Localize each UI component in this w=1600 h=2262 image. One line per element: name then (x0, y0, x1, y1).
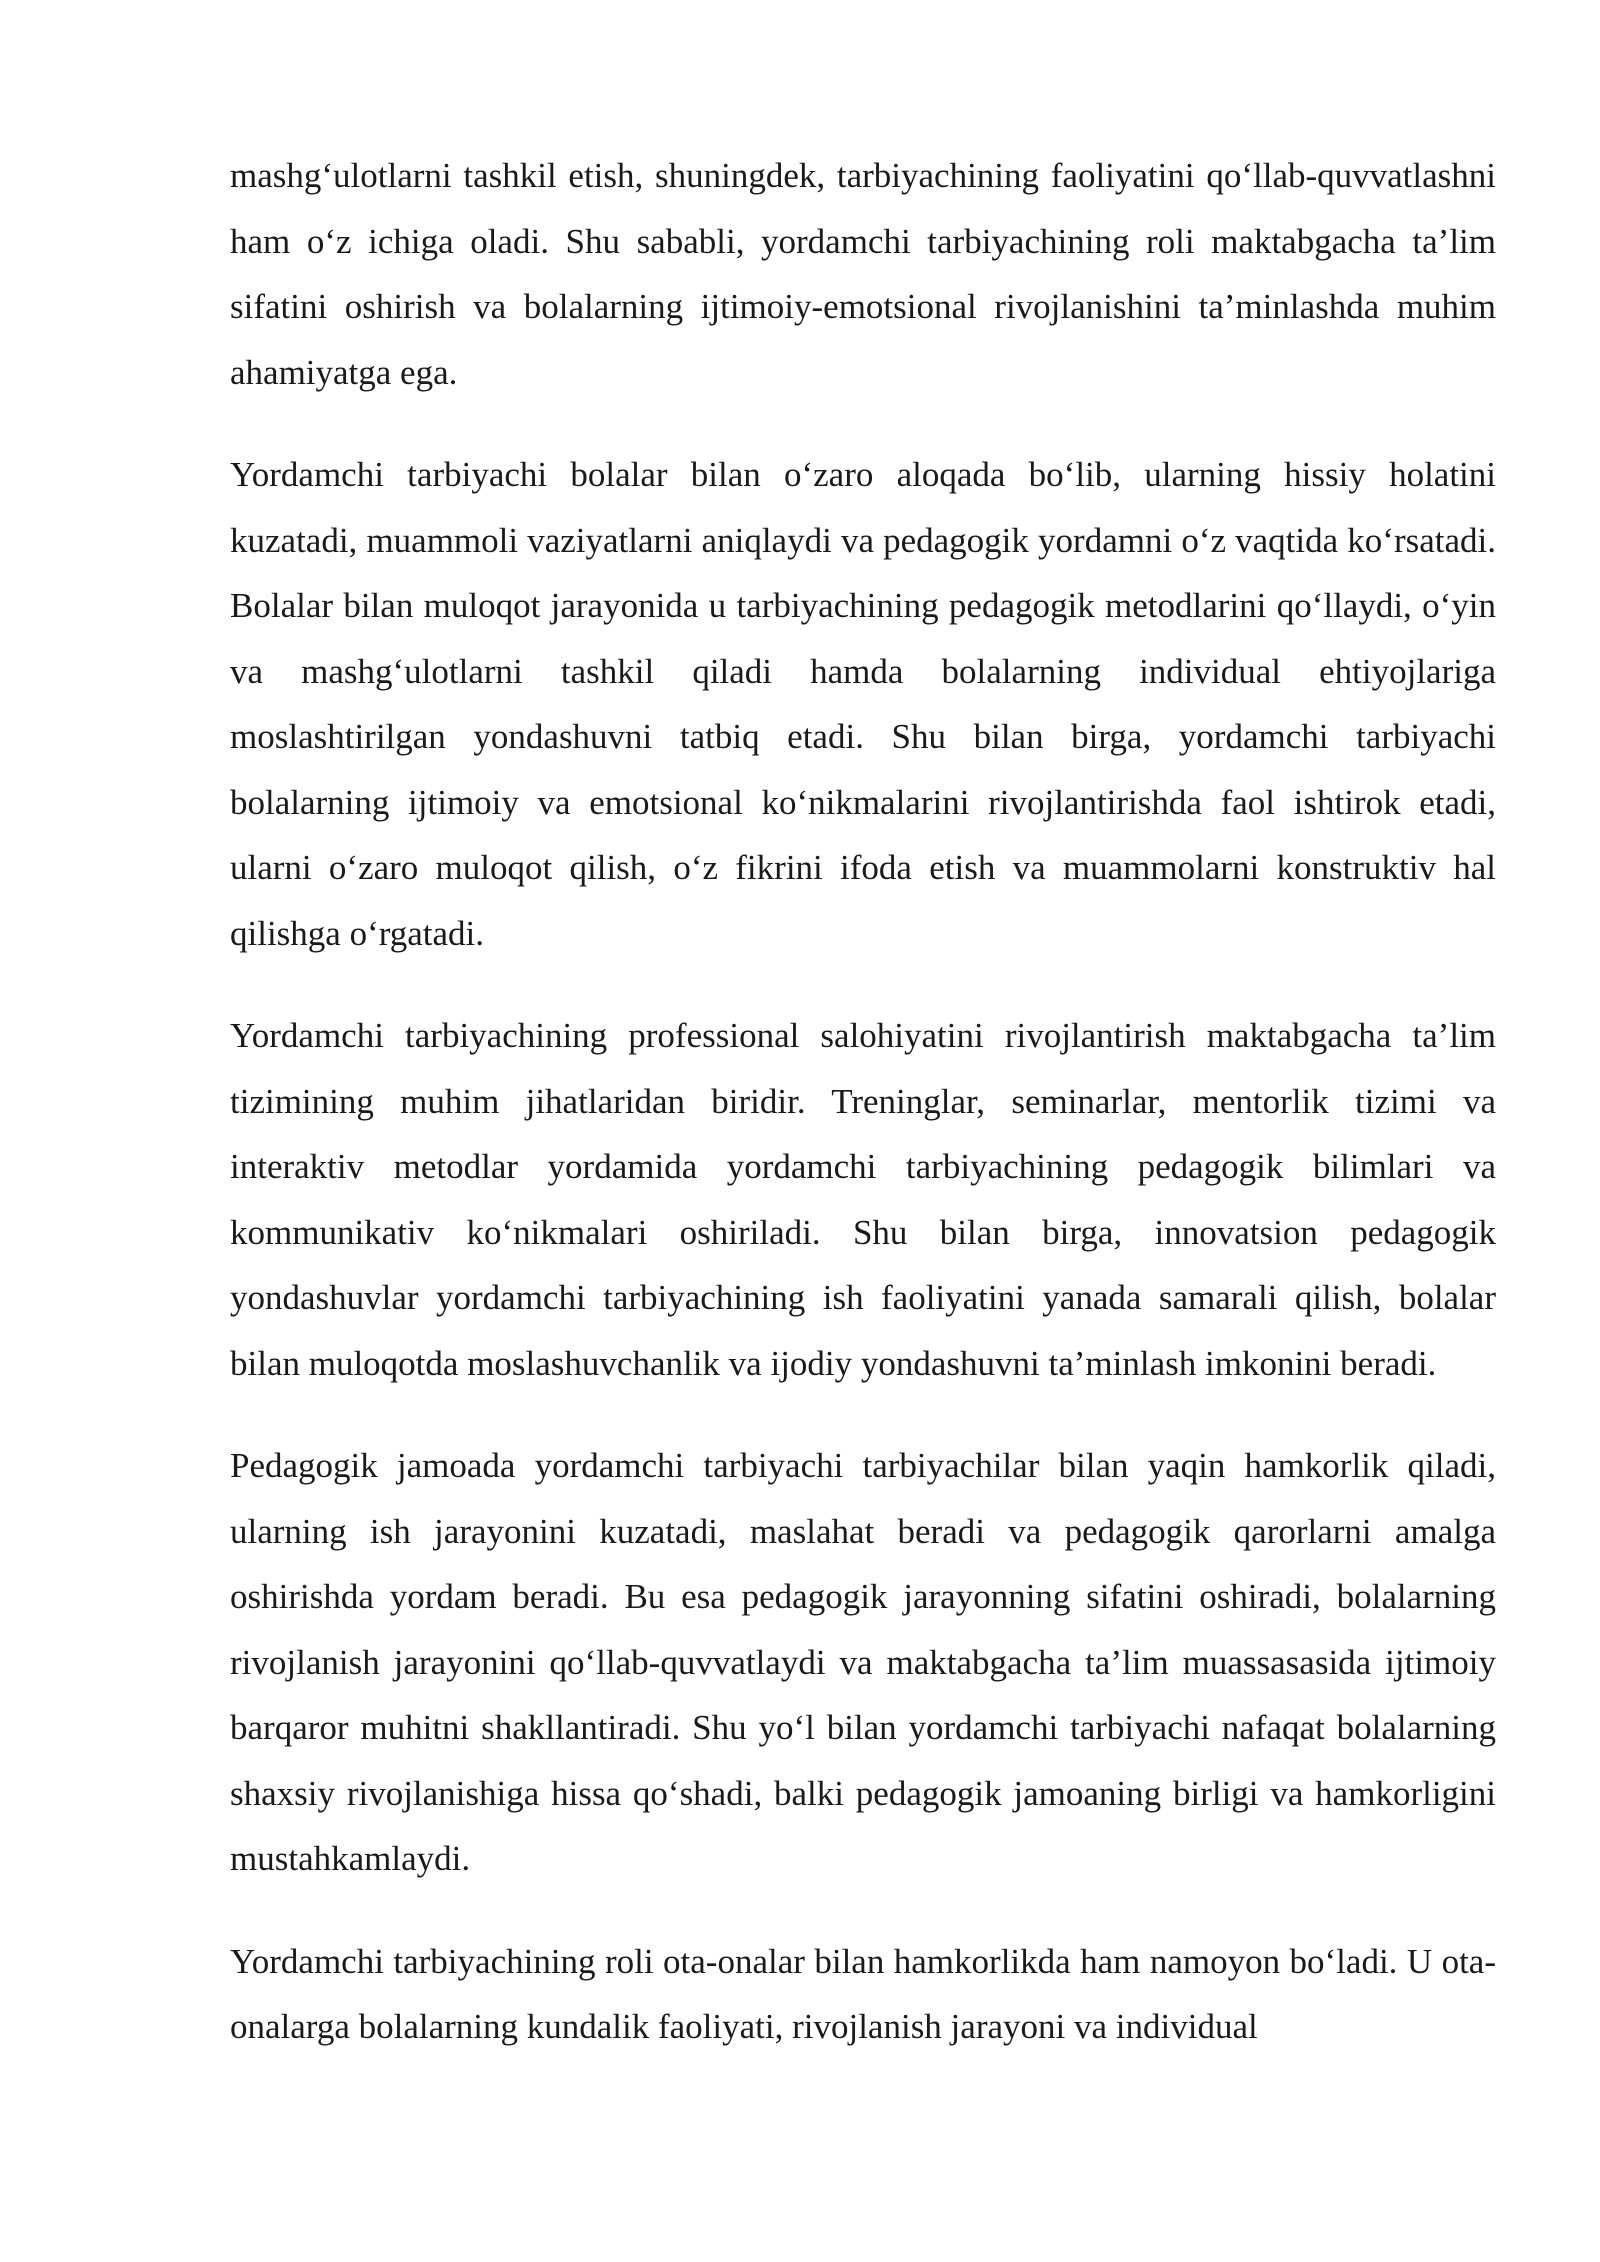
paragraph-4: Pedagogik jamoada yordamchi tarbiyachi tarbiyachilar bilan yaqin hamkorlik qiladi, ularning ish jarayonini kuzatadi, maslahat beradi va pedagogik qarorlarni amalga oshirishda yordam beradi. Bu esa pedagogik jarayonning sifatini oshiradi, bolalarning rivojlanish jarayonini qo‘llab-quvvatlaydi va maktabgacha ta’lim muassasasida ijtimoiy barqaror muhitni shakllantiradi. Shu yo‘l bilan yordamchi tarbiyachi nafaqat bolalarning shaxsiy rivojlanishiga hissa qo‘shadi, balki pedagogik jamoaning birligi va hamkorligini mustahkamlaydi. (230, 1446, 1496, 1878)
body-text (230, 143, 1496, 2097)
paragraph-5: Yordamchi tarbiyachining roli ota-onalar bilan hamkorlikda ham namoyon bo‘ladi. U ota-onalarga bolalarning kundalik faoliyati, rivojlanish jarayoni va individual (230, 1941, 1496, 2046)
paragraph-2: Yordamchi tarbiyachi bolalar bilan o‘zaro aloqada bo‘lib, ularning hissiy holatini kuzatadi, muammoli vaziyatlarni aniqlaydi va pedagogik yordamni o‘z vaqtida ko‘rsatadi. Bolalar bilan muloqot jarayonida u tarbiyachining pedagogik metodlarini qo‘llaydi, o‘yin va mashg‘ulotlarni tashkil qiladi hamda bolalarning individual ehtiyojlariga moslashtirilgan yondashuvni tatbiq etadi. Shu bilan birga, yordamchi tarbiyachi bolalarning ijtimoiy va emotsional ko‘nikmalarini rivojlantirishda faol ishtirok etadi, ularni o‘zaro muloqot qilish, o‘z fikrini ifoda etish va muammolarni konstruktiv hal qilishga o‘rgatadi. (230, 455, 1496, 953)
paragraph-1: mashg‘ulotlarni tashkil etish, shuningdek, tarbiyachining faoliyatini qo‘llab-quvvatlashni ham o‘z ichiga oladi. Shu sababli, yordamchi tarbiyachining roli maktabgacha ta’lim sifatini oshirish va bolalarning ijtimoiy-emotsional rivojlanishini ta’minlashda muhim ahamiyatga ega. (230, 156, 1496, 392)
paragraph-3: Yordamchi tarbiyachining professional salohiyatini rivojlantirish maktabgacha ta’lim tizimining muhim jihatlaridan biridir. Treninglar, seminarlar, mentorlik tizimi va interaktiv metodlar yordamida yordamchi tarbiyachining pedagogik bilimlari va kommunikativ ko‘nikmalari oshiriladi. Shu bilan birga, innovatsion pedagogik yondashuvlar yordamchi tarbiyachining ish faoliyatini yanada samarali qilish, bolalar bilan muloqotda moslashuvchanlik va ijodiy yondashuvni ta’minlash imkonini beradi. (230, 1016, 1496, 1383)
